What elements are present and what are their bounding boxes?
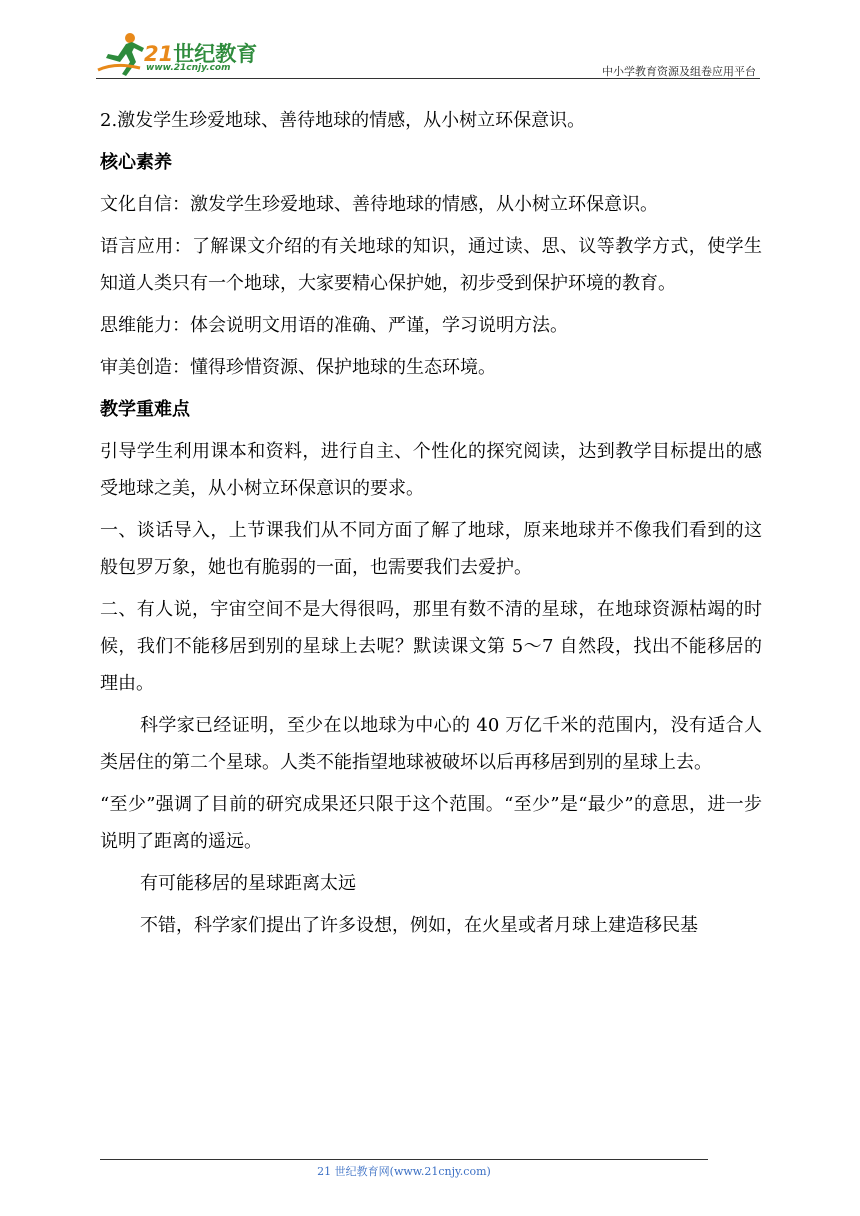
paragraph: 2.激发学生珍爱地球、善待地球的情感，从小树立环保意识。 bbox=[100, 110, 586, 131]
paragraph: 语言应用：了解课文介绍的有关地球的知识，通过读、思、议等教学方式，使学生知道人类只有一个地球，大家要精心保护她，初步受到保护环境的教育。 bbox=[100, 236, 762, 294]
header-divider bbox=[96, 78, 760, 79]
brand-name: 21世纪教育 bbox=[144, 42, 258, 66]
document-body bbox=[100, 102, 762, 949]
platform-tagline: 中小学教育资源及组卷应用平台 bbox=[602, 65, 756, 78]
section-heading: 教学重难点 bbox=[100, 399, 190, 420]
paragraph: 不错，科学家们提出了许多设想，例如，在火星或者月球上建造移民基 bbox=[140, 915, 698, 936]
brand-url: www.21cnjy.com bbox=[146, 63, 231, 73]
page-header bbox=[96, 30, 760, 82]
paragraph: 文化自信：激发学生珍爱地球、善待地球的情感，从小树立环保意识。 bbox=[100, 194, 658, 215]
paragraph: 科学家已经证明，至少在以地球为中心的 40 万亿千米的范围内，没有适合人类居住的第二个星球。人类不能指望地球被破坏以后再移居到别的星球上去。 bbox=[100, 715, 762, 773]
section-heading: 核心素养 bbox=[100, 152, 172, 173]
paragraph: 思维能力：体会说明文用语的准确、严谨，学习说明方法。 bbox=[100, 315, 568, 336]
paragraph: 审美创造：懂得珍惜资源、保护地球的生态环境。 bbox=[100, 357, 496, 378]
runner-logo-icon bbox=[96, 32, 146, 78]
footer-text[interactable]: 21 世纪教育网(www.21cnjy.com) bbox=[317, 1165, 491, 1178]
site-logo[interactable] bbox=[96, 30, 266, 78]
paragraph: 引导学生利用课本和资料，进行自主、个性化的探究阅读，达到教学目标提出的感受地球之美，从小树立环保意识的要求。 bbox=[100, 441, 762, 499]
paragraph: 一、谈话导入，上节课我们从不同方面了解了地球，原来地球并不像我们看到的这般包罗万象，她也有脆弱的一面，也需要我们去爱护。 bbox=[100, 520, 762, 578]
paragraph: 二、有人说，宇宙空间不是大得很吗，那里有数不清的星球，在地球资源枯竭的时候，我们不能移居到别的星球上去呢？默读课文第 5～7 自然段，找出不能移居的理由。 bbox=[100, 599, 762, 694]
footer-divider bbox=[100, 1159, 708, 1160]
paragraph: “至少”强调了目前的研究成果还只限于这个范围。“至少”是“最少”的意思，进一步说明了距离的遥远。 bbox=[100, 794, 762, 852]
paragraph: 有可能移居的星球距离太远 bbox=[140, 873, 356, 894]
